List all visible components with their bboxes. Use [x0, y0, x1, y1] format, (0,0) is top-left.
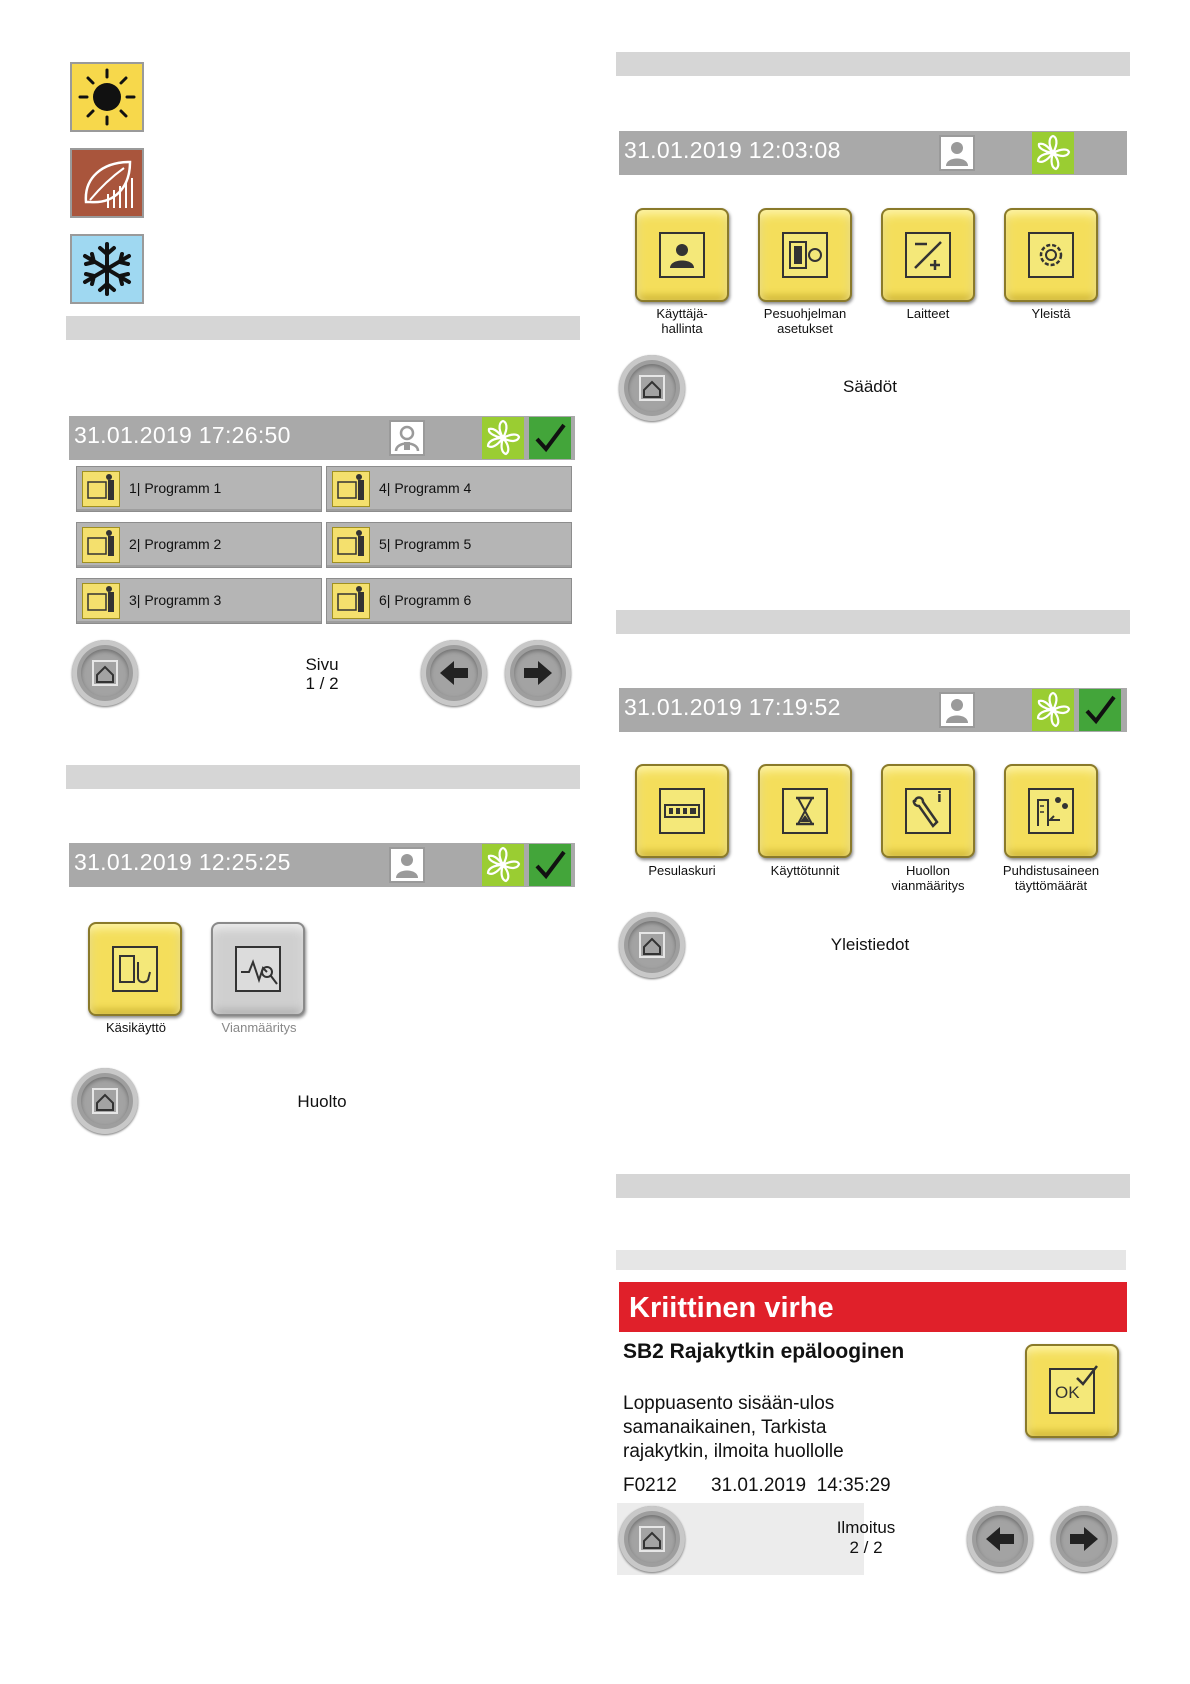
home-icon — [81, 649, 129, 697]
page-label: Ilmoitus — [836, 1518, 896, 1537]
next-button[interactable] — [1051, 1506, 1117, 1572]
user-icon[interactable] — [939, 135, 975, 171]
datetime: 31.01.2019 12:03:08 — [624, 137, 841, 163]
general-tile[interactable] — [1004, 208, 1098, 302]
home-icon — [628, 921, 676, 969]
flower-icon[interactable] — [1032, 132, 1074, 174]
arrow-left-icon — [430, 649, 478, 697]
operating-hours-label: Käyttötunnit — [770, 863, 840, 878]
home-button[interactable] — [619, 355, 685, 421]
status-bar — [619, 131, 1127, 175]
arrow-right-icon — [514, 649, 562, 697]
program-icon — [82, 471, 120, 507]
wash-counter-label: Pesulaskuri — [648, 863, 716, 878]
program-icon — [332, 527, 370, 563]
flower-icon[interactable] — [1032, 689, 1074, 731]
svg-text:i: i — [937, 790, 942, 806]
program-label: 3| Programm 3 — [129, 592, 222, 608]
snowflake-icon — [72, 236, 142, 302]
program-settings-tile[interactable] — [758, 208, 852, 302]
home-button[interactable] — [72, 1068, 138, 1134]
detergent-levels-tile[interactable] — [1004, 764, 1098, 858]
previous-button[interactable] — [967, 1506, 1033, 1572]
next-button[interactable] — [505, 640, 571, 706]
program-button-1[interactable] — [76, 466, 322, 512]
program-label: 2| Programm 2 — [129, 536, 222, 552]
check-icon[interactable] — [1079, 689, 1121, 731]
program-label: 6| Programm 6 — [379, 592, 472, 608]
page-indicator — [826, 1518, 906, 1558]
ok-check-icon — [1049, 1368, 1095, 1414]
user-icon[interactable] — [939, 692, 975, 728]
home-icon — [81, 1077, 129, 1125]
hand-icon — [112, 946, 158, 992]
program-label: 1| Programm 1 — [129, 480, 222, 496]
manual-mode-tile[interactable] — [88, 922, 182, 1016]
screen-title: Säädöt — [843, 377, 897, 396]
section-divider — [616, 52, 1130, 76]
program-settings-icon — [782, 232, 828, 278]
error-title: Kriittinen virhe — [629, 1292, 834, 1324]
devices-label: Laitteet — [906, 306, 950, 321]
ok-label: OK — [1055, 1383, 1080, 1402]
user-icon[interactable] — [389, 420, 425, 456]
wrench-info-icon — [905, 788, 951, 834]
ok-button[interactable] — [1025, 1344, 1119, 1438]
sun-mode-icon — [70, 62, 144, 132]
error-header — [619, 1282, 1127, 1332]
hourglass-icon — [782, 788, 828, 834]
gear-icon — [1028, 232, 1074, 278]
user-icon[interactable] — [389, 847, 425, 883]
section-divider — [616, 610, 1130, 634]
counter-icon — [659, 788, 705, 834]
devices-tile[interactable] — [881, 208, 975, 302]
diagnostics-label: Vianmääritys — [221, 1020, 297, 1035]
previous-button[interactable] — [421, 640, 487, 706]
detergent-icon — [1028, 788, 1074, 834]
section-divider — [616, 1250, 1126, 1270]
page-label: Sivu — [305, 655, 339, 674]
error-subtitle: SB2 Rajakytkin epälooginen — [623, 1340, 905, 1363]
user-management-tile[interactable] — [635, 208, 729, 302]
flower-icon[interactable] — [482, 417, 524, 459]
home-button[interactable] — [619, 1506, 685, 1572]
section-divider — [66, 316, 580, 340]
datetime: 31.01.2019 12:25:25 — [74, 849, 291, 875]
program-button-4[interactable] — [326, 466, 572, 512]
flower-icon[interactable] — [482, 844, 524, 886]
devices-icon — [905, 232, 951, 278]
program-label: 5| Programm 5 — [379, 536, 472, 552]
home-button[interactable] — [619, 912, 685, 978]
eco-mode-icon — [70, 148, 144, 218]
datetime: 31.01.2019 17:19:52 — [624, 694, 841, 720]
program-button-6[interactable] — [326, 578, 572, 624]
user-icon — [659, 232, 705, 278]
status-bar — [69, 843, 575, 887]
error-code: F0212 — [623, 1475, 677, 1496]
status-bar — [619, 688, 1127, 732]
datetime: 31.01.2019 17:26:50 — [74, 422, 291, 448]
program-icon — [332, 583, 370, 619]
arrow-right-icon — [1060, 1515, 1108, 1563]
program-button-2[interactable] — [76, 522, 322, 568]
wash-counter-tile[interactable] — [635, 764, 729, 858]
page-number: 2 / 2 — [849, 1538, 883, 1557]
program-button-3[interactable] — [76, 578, 322, 624]
cool-mode-icon — [70, 234, 144, 304]
service-diagnostics-tile[interactable] — [881, 764, 975, 858]
status-bar — [69, 416, 575, 460]
general-label: Yleistä — [1031, 306, 1071, 321]
program-settings-label: Pesuohjelman asetukset — [763, 306, 847, 336]
check-icon[interactable] — [529, 844, 571, 886]
page-number: 1 / 2 — [305, 674, 339, 693]
detergent-levels-label: Puhdistusaineen täyttömäärät — [1002, 863, 1100, 893]
program-icon — [332, 471, 370, 507]
sun-icon — [72, 64, 142, 130]
program-icon — [82, 583, 120, 619]
section-divider — [616, 1174, 1130, 1198]
screen-title: Yleistiedot — [830, 935, 910, 954]
user-management-label: Käyttäjä- hallinta — [656, 306, 708, 336]
home-icon — [628, 1515, 676, 1563]
service-diagnostics-label: Huollon vianmääritys — [891, 863, 965, 893]
program-label: 4| Programm 4 — [379, 480, 472, 496]
leaf-icon — [72, 150, 142, 216]
screen-title: Huolto — [297, 1092, 347, 1111]
check-icon[interactable] — [529, 417, 571, 459]
operating-hours-tile[interactable] — [758, 764, 852, 858]
program-button-5[interactable] — [326, 522, 572, 568]
error-message: Loppuasento sisään-ulos samanaikainen, Tarkista rajakytkin, ilmoita huollolle — [623, 1393, 844, 1462]
diagnostics-icon — [235, 946, 281, 992]
section-divider — [66, 765, 580, 789]
program-icon — [82, 527, 120, 563]
arrow-left-icon — [976, 1515, 1024, 1563]
diagnostics-tile[interactable] — [211, 922, 305, 1016]
error-datetime: 31.01.2019 14:35:29 — [711, 1475, 891, 1496]
page-indicator — [282, 655, 362, 693]
home-button[interactable] — [72, 640, 138, 706]
home-icon — [628, 364, 676, 412]
manual-mode-label: Käsikäyttö — [106, 1020, 166, 1035]
